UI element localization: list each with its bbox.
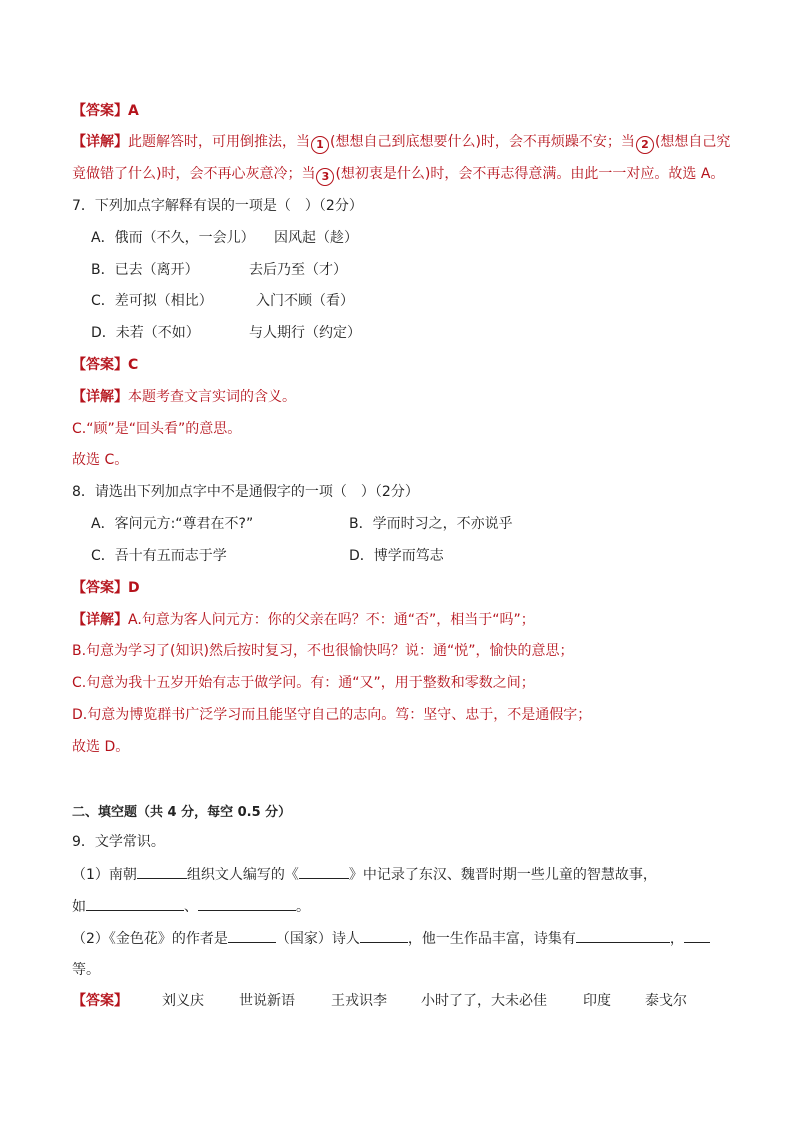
circle-number-2: 2 [636, 136, 654, 154]
q9-text: （国家）诗人 [275, 931, 360, 947]
detail-tag: 【详解】 [72, 389, 128, 405]
detail-text: 竟做错了什么)时，会不再心灰意冷；当 [72, 166, 316, 182]
q9-text: 》中记录了东汉、魏晋时期一些儿童的智慧故事， [348, 867, 657, 883]
answer-tag: 【答案】 [72, 993, 128, 1009]
q8-option-c: C．吾十有五而志于学 [91, 548, 227, 564]
q9-answer-line [72, 991, 128, 1011]
q9-part1-line1 [72, 864, 657, 885]
q8-option-d: D．博学而笃志 [349, 548, 444, 564]
q7-option-b-right: 去后乃至（才） [249, 262, 347, 278]
fill-blank[interactable] [576, 928, 670, 943]
q9-answer-5: 印度 [583, 993, 611, 1009]
q8-conclusion: 故选 D。 [72, 739, 130, 755]
q8-detail-line3: C.句意为我十五岁开始有志于做学问。有：通“又”，用于整数和零数之间； [72, 675, 535, 691]
section-heading: 二、填空题（共 4 分，每空 0.5 分） [72, 805, 292, 820]
q9-text: ，他一生作品丰富，诗集有 [407, 931, 576, 947]
q7-detail-line2: C.“顾”是“回头看”的意思。 [72, 421, 242, 437]
fill-blank[interactable] [228, 928, 276, 943]
answer-tag: 【答案】 [72, 357, 128, 373]
answer-value: A [128, 103, 139, 119]
detail-tag: 【详解】 [72, 612, 128, 628]
q7-detail-line1 [72, 387, 296, 407]
q7-answer-line [72, 355, 138, 375]
fill-blank[interactable] [360, 928, 408, 943]
q6-detail-line1 [72, 132, 730, 154]
q7-option-c-left: C．差可拟（相比） [91, 293, 213, 309]
q9-text: （2）《金色花》的作者是 [72, 931, 228, 947]
detail-text: (想想自己到底想要什么)时，会不再烦躁不安；当 [330, 134, 635, 150]
q9-answer-6: 泰戈尔 [645, 993, 687, 1009]
q9-part2-line1 [72, 928, 710, 949]
q9-answer-4: 小时了了，大未必佳 [421, 993, 547, 1009]
q9-answer-1: 刘义庆 [162, 993, 204, 1009]
detail-text: A.句意为客人问元方：你的父亲在吗？不：通“否”，相当于“吗”； [128, 612, 535, 628]
q7-option-a-left: A．俄而（不久，一会儿） [91, 230, 255, 246]
fill-blank[interactable] [198, 896, 296, 911]
answer-value: C [128, 357, 139, 373]
q6-detail-line2 [72, 164, 724, 186]
q6-answer-line [72, 101, 139, 121]
q9-text: 组织文人编写的《 [186, 867, 299, 883]
detail-text: (想初衷是什么)时，会不再志得意满。由此一一对应。故选 A。 [335, 166, 725, 182]
q8-answer-line [72, 578, 140, 598]
q8-option-a: A．客问元方:“尊君在不?” [91, 516, 254, 532]
detail-text: 本题考查文言实词的含义。 [128, 389, 296, 405]
q9-text: （1）南朝 [72, 867, 137, 883]
q8-stem: 8．请选出下列加点字中不是通假字的一项（ ）（2分） [72, 484, 419, 500]
answer-tag: 【答案】 [72, 580, 128, 596]
q9-part1-line2 [72, 896, 310, 917]
q9-text: 。 [296, 899, 310, 915]
fill-blank[interactable] [86, 896, 184, 911]
circle-number-1: 1 [311, 136, 329, 154]
fill-blank[interactable] [137, 864, 187, 879]
q7-conclusion: 故选 C。 [72, 452, 129, 468]
q7-option-a-right: 因风起（趁） [274, 230, 358, 246]
detail-text: (想想自己究 [654, 134, 731, 150]
answer-tag: 【答案】 [72, 103, 128, 119]
q7-option-b-left: B．已去（离开） [91, 262, 199, 278]
q8-detail-line4: D.句意为博览群书广泛学习而且能坚守自己的志向。笃：坚守、忠于，不是通假字； [72, 707, 592, 723]
q9-answer-2: 世说新语 [239, 993, 295, 1009]
q7-stem: 7．下列加点字解释有误的一项是（ ）（2分） [72, 198, 363, 214]
q9-text: ， [669, 931, 684, 947]
q9-answer-3: 王戎识李 [331, 993, 387, 1009]
q7-option-c-right: 入门不顾（看） [256, 293, 354, 309]
q9-part2-line2: 等。 [72, 962, 100, 978]
q7-option-d-left: D．未若（不如） [91, 325, 200, 341]
circle-number-3: 3 [316, 168, 334, 186]
q8-detail-line2: B.句意为学习了(知识)然后按时复习，不也很愉快吗？说：通“悦”，愉快的意思； [72, 643, 574, 659]
fill-blank[interactable] [299, 864, 349, 879]
q9-stem: 9．文学常识。 [72, 834, 165, 850]
q8-detail-line1 [72, 610, 535, 630]
q8-option-b: B．学而时习之，不亦说乎 [349, 516, 513, 532]
q7-option-d-right: 与人期行（约定） [249, 325, 361, 341]
q9-text: 、 [184, 899, 198, 915]
q9-text: 如 [72, 899, 86, 915]
detail-tag: 【详解】 [72, 134, 128, 150]
answer-value: D [128, 580, 140, 596]
fill-blank[interactable] [684, 928, 710, 943]
detail-text: 此题解答时，可用倒推法，当 [128, 134, 310, 150]
